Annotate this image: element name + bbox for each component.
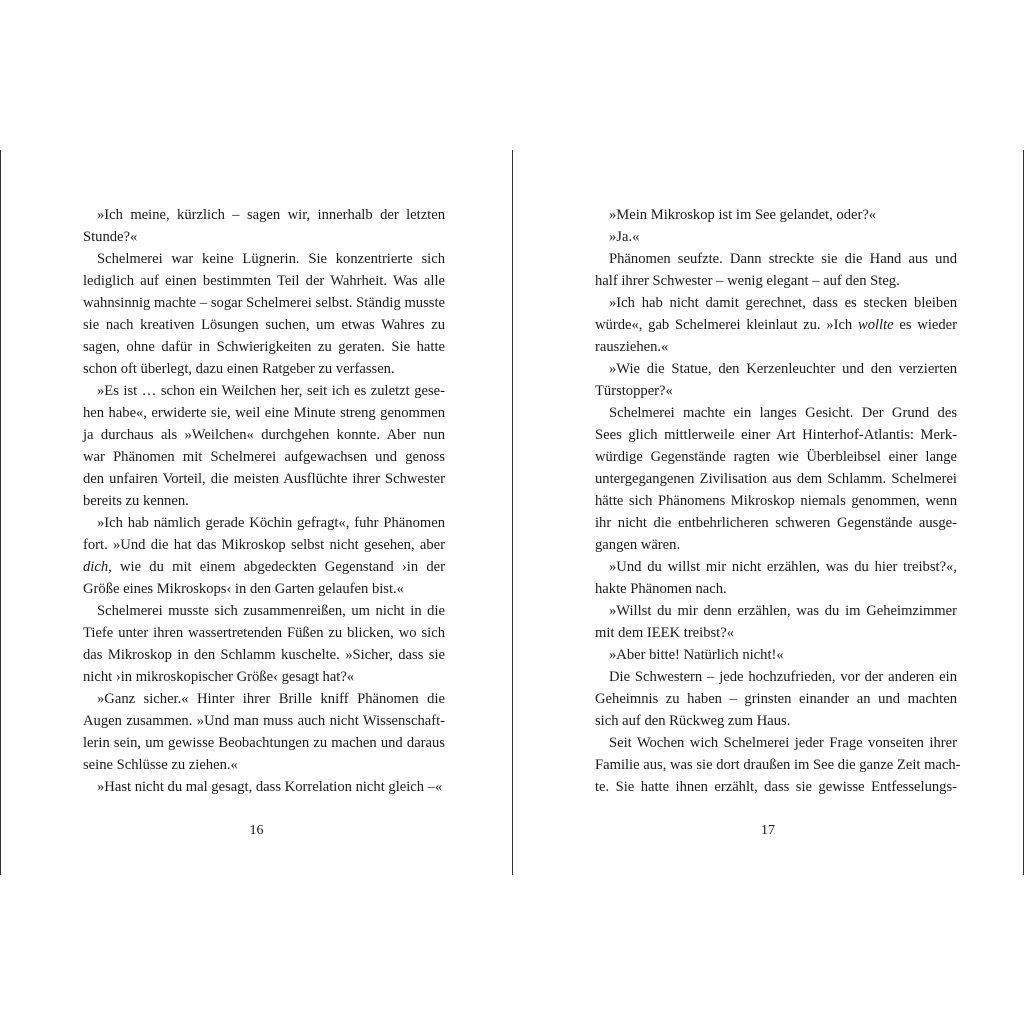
text-line: seine Schlüsse zu ziehen.«	[83, 757, 238, 773]
text-line: »Willst du mir denn erzählen, was du im Geheimzimmer	[609, 603, 957, 619]
right-page-number: 17	[761, 823, 775, 838]
text-line: »Ich hab nicht damit gerechnet, dass es stecken bleiben	[609, 295, 957, 311]
text-line: rausziehen.«	[595, 339, 669, 355]
text-line: mit dem IEEK treibst?«	[595, 625, 735, 641]
right-page-body	[595, 204, 961, 798]
text-line: fort. »Und die hat das Mikroskop selbst nicht gesehen, aber	[83, 537, 445, 553]
left-page	[0, 150, 512, 875]
text-line: sagen, ohne dafür in Schwierigkeiten zu geraten. Sie hatte	[83, 339, 445, 355]
text-line: hakte Phänomen nach.	[595, 581, 727, 597]
text-line: bereits zu kennen.	[83, 493, 189, 509]
text-line: dich, wie du mit einem abgedeckten Gegenstand ›in der	[83, 559, 445, 575]
text-line: Schelmerei machte ein langes Gesicht. Der Grund des	[609, 405, 957, 421]
text-line: ja durchaus als »Weilchen« durchgehen konnte. Aber nun	[83, 427, 445, 443]
text-line: Phänomen seufzte. Dann streckte sie die Hand aus und	[609, 251, 957, 267]
text-line: Schelmerei war keine Lügnerin. Sie konzentrierte sich	[97, 251, 445, 267]
text-line: »Ganz sicher.« Hinter ihrer Brille kniff Phänomen die	[97, 691, 445, 707]
text-line: »Wie die Statue, den Kerzenleuchter und den verzierten	[609, 361, 957, 377]
text-line: »Ich meine, kürzlich – sagen wir, innerhalb der letzten	[97, 207, 445, 223]
text-line: »Ja.«	[609, 229, 640, 245]
text-line: würde«, gab Schelmerei kleinlaut zu. »Ich wollte es wieder	[595, 317, 957, 333]
text-line: Stunde?«	[83, 229, 138, 245]
text-line: »Mein Mikroskop ist im See gelandet, oder?«	[609, 207, 877, 223]
text-line: war Phänomen mit Schelmerei aufgewachsen und genoss	[83, 449, 445, 465]
right-page	[512, 150, 1024, 875]
text-line: Tiefe unter ihren wassertretenden Füßen zu blicken, wo sich	[83, 625, 445, 641]
text-line: Schelmerei musste sich zusammenreißen, um nicht in die	[97, 603, 445, 619]
text-line: wahnsinnig machte – sogar Schelmerei selbst. Ständig musste	[83, 295, 445, 311]
text-line: Sees glich mittlerweile einer Art Hinterhof-Atlantis: Merk-	[595, 427, 957, 443]
text-line: lerin sein, um gewisse Beobachtungen zu machen und daraus	[83, 735, 445, 751]
text-line: sich auf den Rückweg zum Haus.	[595, 713, 791, 729]
text-line: Türstopper?«	[595, 383, 673, 399]
text-line: das Mikroskop in den Schlamm kuschelte. »Sicher, dass sie	[83, 647, 445, 663]
text-line: schon oft überlegt, dazu einen Ratgeber zu verfassen.	[83, 361, 395, 377]
text-line: Größe eines Mikroskops‹ in den Garten gelaufen bist.«	[83, 581, 404, 597]
text-line: ihr nicht die entbehrlicheren schweren Gegenstände ausge-	[595, 515, 957, 531]
text-line: »Hast nicht du mal gesagt, dass Korrelation nicht gleich –«	[97, 779, 443, 795]
left-page-number: 16	[249, 823, 264, 838]
text-line: »Aber bitte! Natürlich nicht!«	[609, 647, 784, 663]
text-line: den unfairen Vorteil, die meisten Ausflüchte ihrer Schwester	[83, 471, 445, 487]
text-line: lediglich auf einen bestimmten Teil der Wahrheit. Was alle	[83, 273, 445, 289]
text-line: nicht ›in mikroskopischer Größe‹ gesagt hat?«	[83, 669, 355, 685]
text-line: hätte sich Phänomens Mikroskop niemals genommen, wenn	[595, 493, 957, 509]
text-line: Augen zusammen. »Und man muss auch nicht Wissenschaft-	[83, 713, 445, 729]
text-line: »Und du willst mir nicht erzählen, was du hier treibst?«,	[609, 559, 957, 575]
text-line: sie nach kreativen Lösungen suchen, um etwas Wahres zu	[83, 317, 445, 333]
text-line: »Ich hab nämlich gerade Köchin gefragt«, fuhr Phänomen	[97, 515, 445, 531]
text-line: hen habe«, erwiderte sie, weil eine Minute streng genommen	[83, 405, 445, 421]
text-line: Die Schwestern – jede hochzufrieden, vor der anderen ein	[609, 669, 957, 685]
left-page-body	[83, 204, 445, 798]
text-line: Familie aus, was sie dort draußen im See die ganze Zeit mach-	[595, 757, 961, 773]
text-line: Geheimnis zu haben – grinsten einander an und machten	[595, 691, 957, 707]
text-line: te. Sie hatte ihnen erzählt, dass sie gewisse Entfesselungs-	[595, 779, 957, 795]
text-line: half ihrer Schwester – wenig elegant – auf den Steg.	[595, 273, 900, 289]
text-line: untergegangenen Zivilisation aus dem Schlamm. Schelmerei	[595, 471, 957, 487]
text-line: »Es ist … schon ein Weilchen her, seit ich es zuletzt gese-	[97, 383, 445, 399]
text-line: Seit Wochen wich Schelmerei jeder Frage vonseiten ihrer	[609, 735, 957, 751]
text-line: würdige Gegenstände ragten wie Überbleibsel einer lange	[595, 449, 957, 465]
text-line: gangen wären.	[595, 537, 681, 553]
